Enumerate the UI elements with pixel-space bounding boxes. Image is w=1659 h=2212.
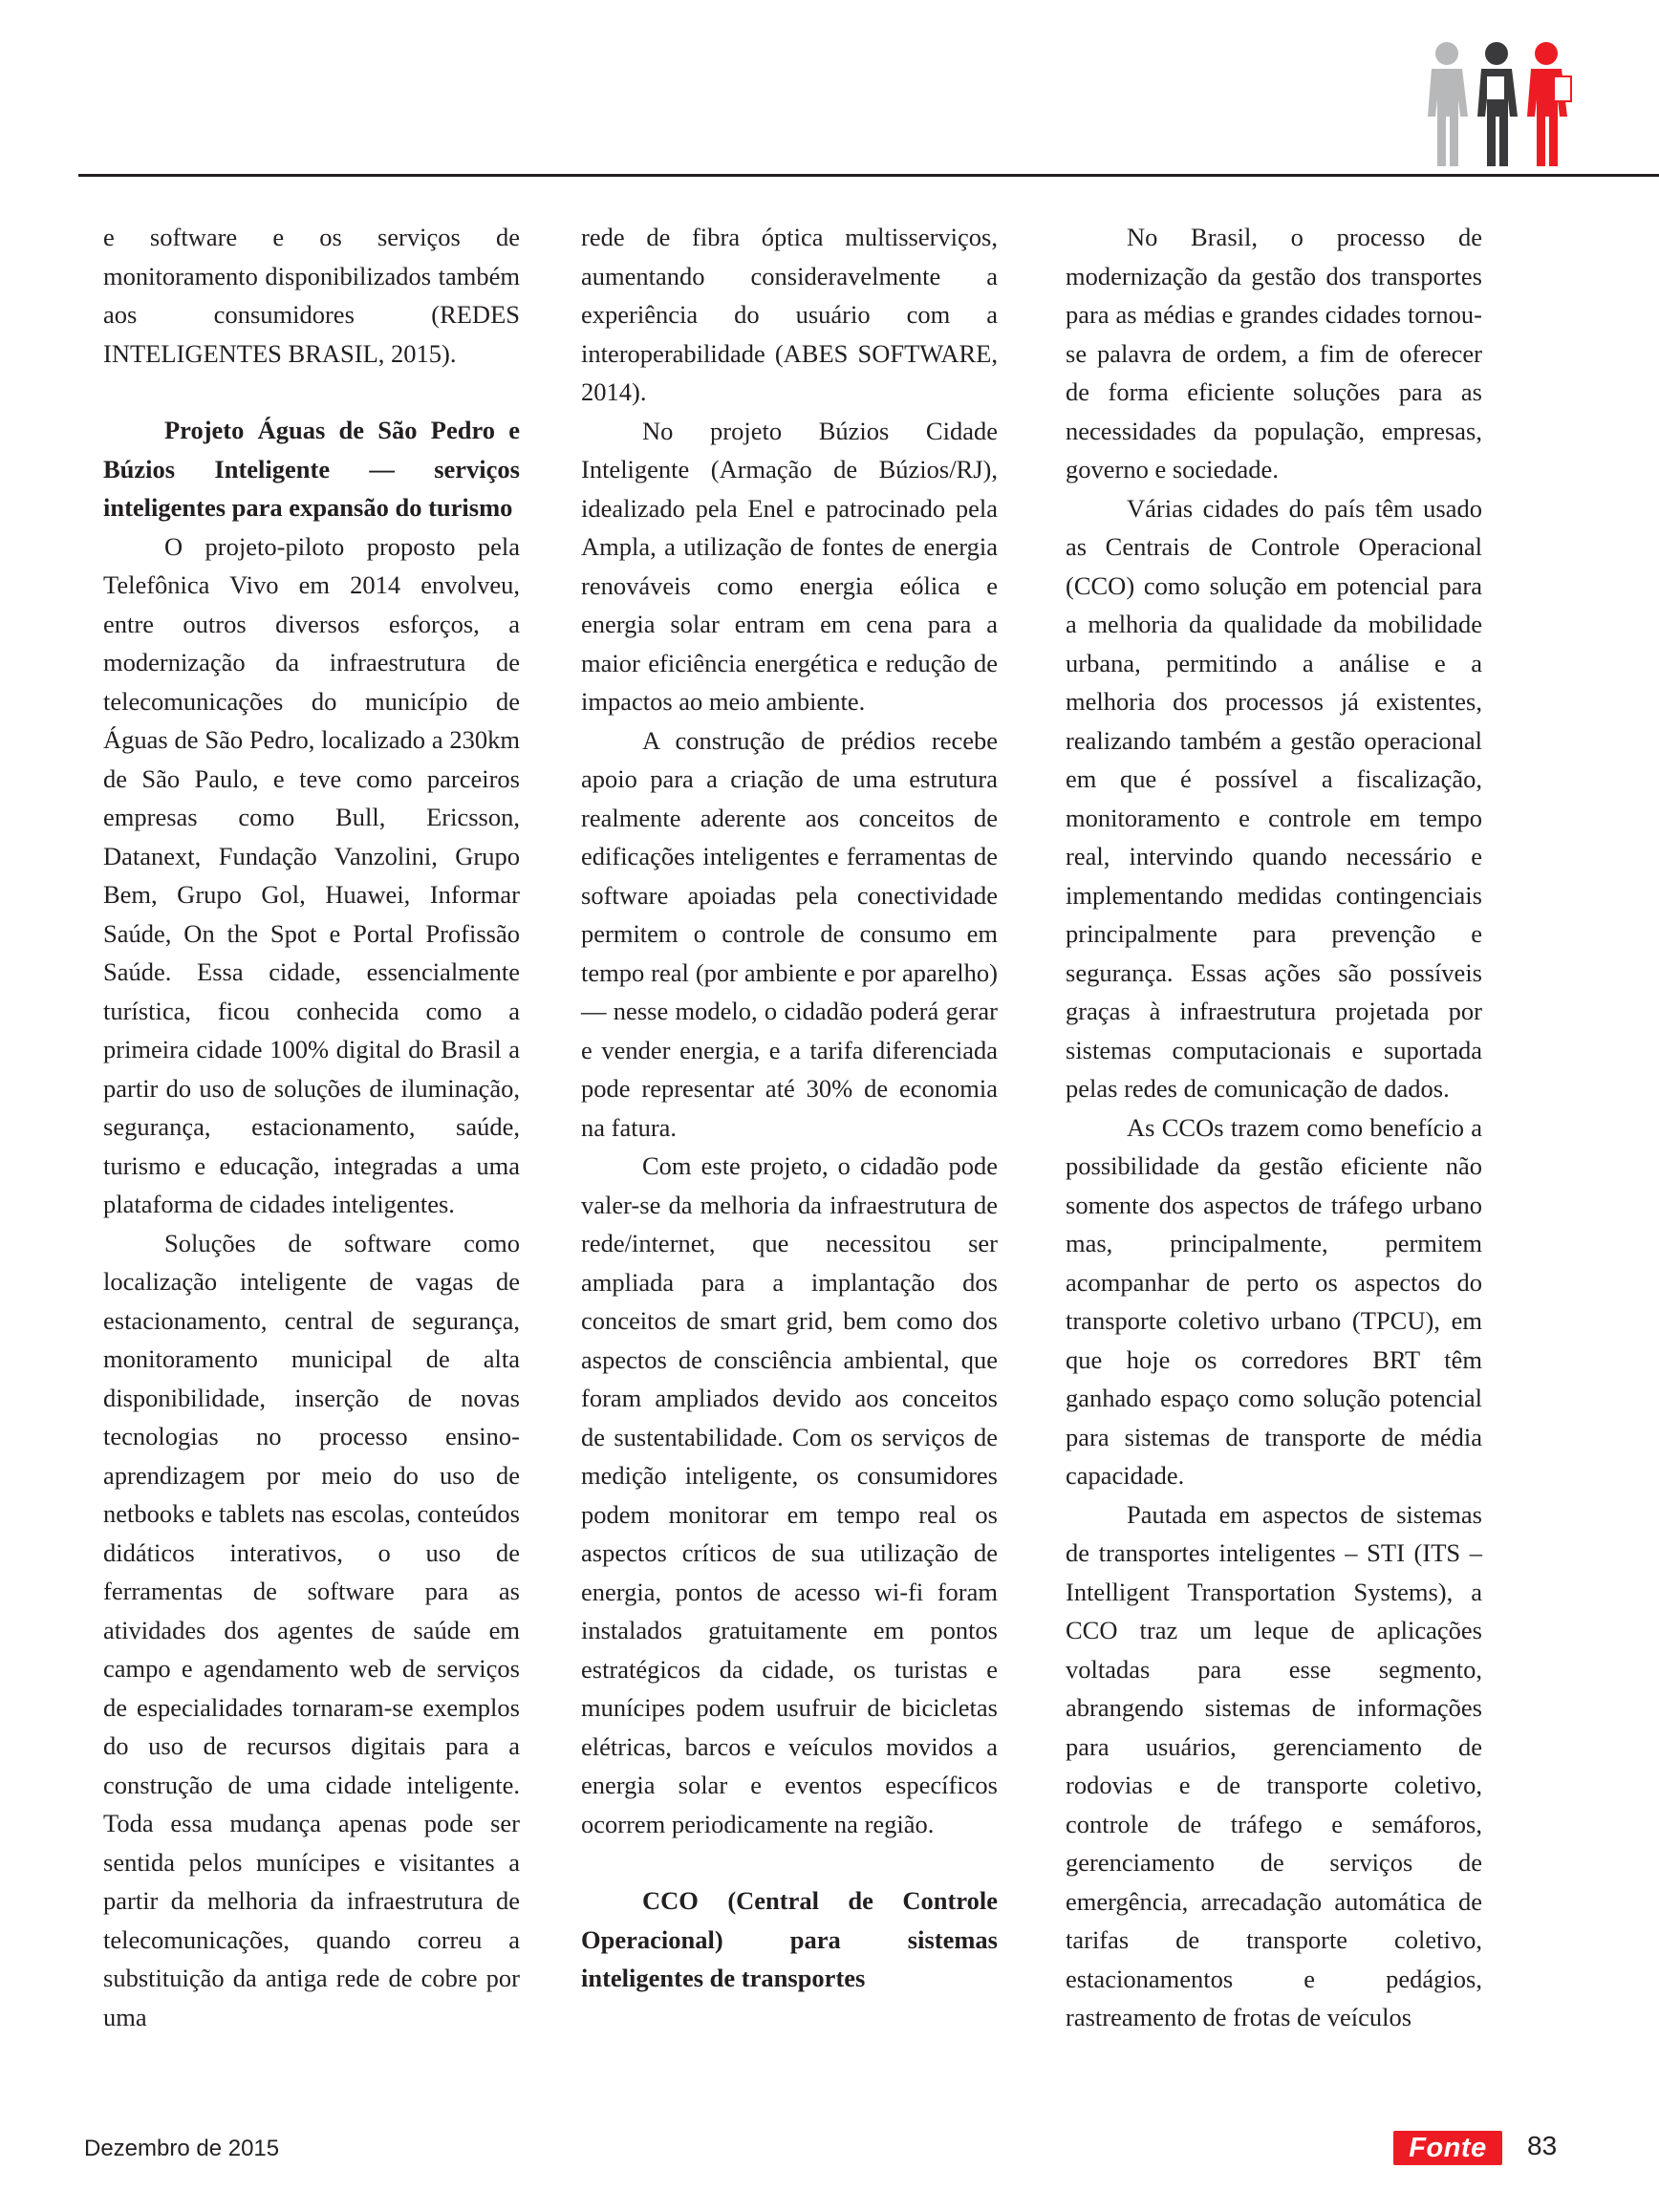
person-red-icon [1527, 42, 1571, 166]
section-heading: Projeto Águas de São Pedro e Búzios Inteligente — serviços inteligentes para expansão do turismo [103, 416, 520, 522]
paragraph: No projeto Búzios Cidade Inteligente (Armação de Búzios/RJ), idealizado pela Enel e patrocinado pela Ampla, a utilização de fontes de energia renováveis como energia eólica e energia solar entram em cena para a maior eficiência energética e redução de impactos ao meio ambiente. [581, 416, 998, 716]
person-gray-icon [1428, 42, 1468, 166]
paragraph: O projeto-piloto proposto pela Telefônica Vivo em 2014 envolveu, entre outros diversos esforços, a modernização da infraestrutura de telecomunicações do município de Águas de São Pedro, localizado a 230km de São Paulo, e teve como parceiros empresas como Bull, Ericsson, Datanext, Fundação Vanzolini, Grupo Bem, Grupo Gol, Huawei, Informar Saúde, On the Spot e Portal Profissão Saúde. Essa cidade, essencialmente turística, ficou conhecida como a primeira cidade 100% digital do Brasil a partir do uso de soluções de iluminação, segurança, estacionamento, saúde, turismo e educação, integradas a uma plataforma de cidades inteligentes. [103, 531, 520, 1218]
footer-date: Dezembro de 2015 [84, 2136, 280, 2161]
person-dark-icon [1477, 42, 1518, 166]
page-number: 83 [1527, 2131, 1558, 2160]
paragraph: Com este projeto, o cidadão pode valer-se da melhoria da infraestrutura de rede/internet, que necessitou ser ampliada para a implantação dos conceitos de smart grid, bem como dos aspectos de consciência ambiental, que foram ampliados devido aos conceitos de sustentabilidade. Com os serviços de medição inteligente, os consumidores podem monitorar em tempo real os aspectos críticos de sua utilização de energia, pontos de acesso wi-fi foram instalados gratuitamente em pontos estratégicos da cidade, os turistas e munícipes podem usufruir de bicicletas elétricas, barcos e veículos movidos a energia solar e eventos específicos ocorrem periodicamente na região. [581, 1151, 998, 1838]
paragraph: No Brasil, o processo de modernização da gestão dos transportes para as médias e grandes cidades tornou-se palavra de ordem, a fim de oferecer de forma eficiente soluções para as necessidades da população, empresas, governo e sociedade. [1066, 223, 1482, 483]
column-3 [1066, 218, 1482, 2037]
paragraph: Soluções de software como localização inteligente de vagas de estacionamento, central de segurança, monitoramento municipal de alta disponibilidade, inserção de novas tecnologias no processo ensino-aprendizagem por meio do uso de netbooks e tablets nas escolas, conteúdos didáticos interativos, o uso de ferramentas de software para as atividades dos agentes de saúde em campo e agendamento web de serviços de especialidades tornaram-se exemplos do uso de recursos digitais para a construção de uma cidade inteligente. Toda essa mudança apenas pode ser sentida pelos munícipes e visitantes a partir da melhoria da infraestrutura de telecomunicações, quando correu a substituição da antiga rede de cobre por uma [103, 1228, 520, 2031]
paragraph: As CCOs trazem como benefício a possibilidade da gestão eficiente não somente dos aspectos de tráfego urbano mas, principalmente, permitem acompanhar de perto os aspectos do transporte coletivo urbano (TPCU), em que hoje os corredores BRT têm ganhado espaço como solução potencial para sistemas de transporte de média capacidade. [1066, 1112, 1482, 1490]
paragraph: e software e os serviços de monitoramento disponibilizados também aos consumidores (REDES INTELIGENTES BRASIL, 2015). [103, 223, 520, 368]
column-1 [103, 218, 520, 2036]
section-heading: CCO (Central de Controle Operacional) para sistemas inteligentes de transportes [581, 1886, 998, 1992]
three-people-icon [1411, 38, 1583, 182]
paragraph: rede de fibra óptica multisserviços, aumentando consideravelmente a experiência do usuário com a interoperabilidade (ABES SOFTWARE, 2014). [581, 223, 998, 406]
header-rule [78, 174, 1659, 177]
paragraph: Várias cidades do país têm usado as Centrais de Controle Operacional (CCO) como solução em potencial para a melhoria da qualidade da mobilidade urbana, permitindo a análise e a melhoria dos processos já existentes, realizando também a gestão operacional em que é possível a fiscalização, monitoramento e controle em tempo real, intervindo quando necessário e implementando medidas contingenciais principalmente para prevenção e segurança. Essas ações são possíveis graças à infraestrutura projetada por sistemas computacionais e suportada pelas redes de comunicação de dados. [1066, 493, 1482, 1103]
paragraph: A construção de prédios recebe apoio para a criação de uma estrutura realmente aderente aos conceitos de edificações inteligentes e ferramentas de software apoiadas pela conectividade permitem o controle de consumo em tempo real (por ambiente e por aparelho) — nesse modelo, o cidadão poderá gerar e vender energia, e a tarifa diferenciada pode representar até 30% de economia na fatura. [581, 725, 998, 1142]
paragraph: Pautada em aspectos de sistemas de transportes inteligentes – STI (ITS – Intelligent Transportation Systems), a CCO traz um leque de aplicações voltadas para esse segmento, abrangendo sistemas de informações para usuários, gerenciamento de rodovias e de transporte coletivo, controle de tráfego e semáforos, gerenciamento de serviços de emergência, arrecadação automática de tarifas de transporte coletivo, estacionamentos e pedágios, rastreamento de frotas de veículos [1066, 1499, 1482, 2031]
footer-brand-logo: Fonte [1393, 2131, 1502, 2165]
column-2 [581, 218, 998, 1998]
